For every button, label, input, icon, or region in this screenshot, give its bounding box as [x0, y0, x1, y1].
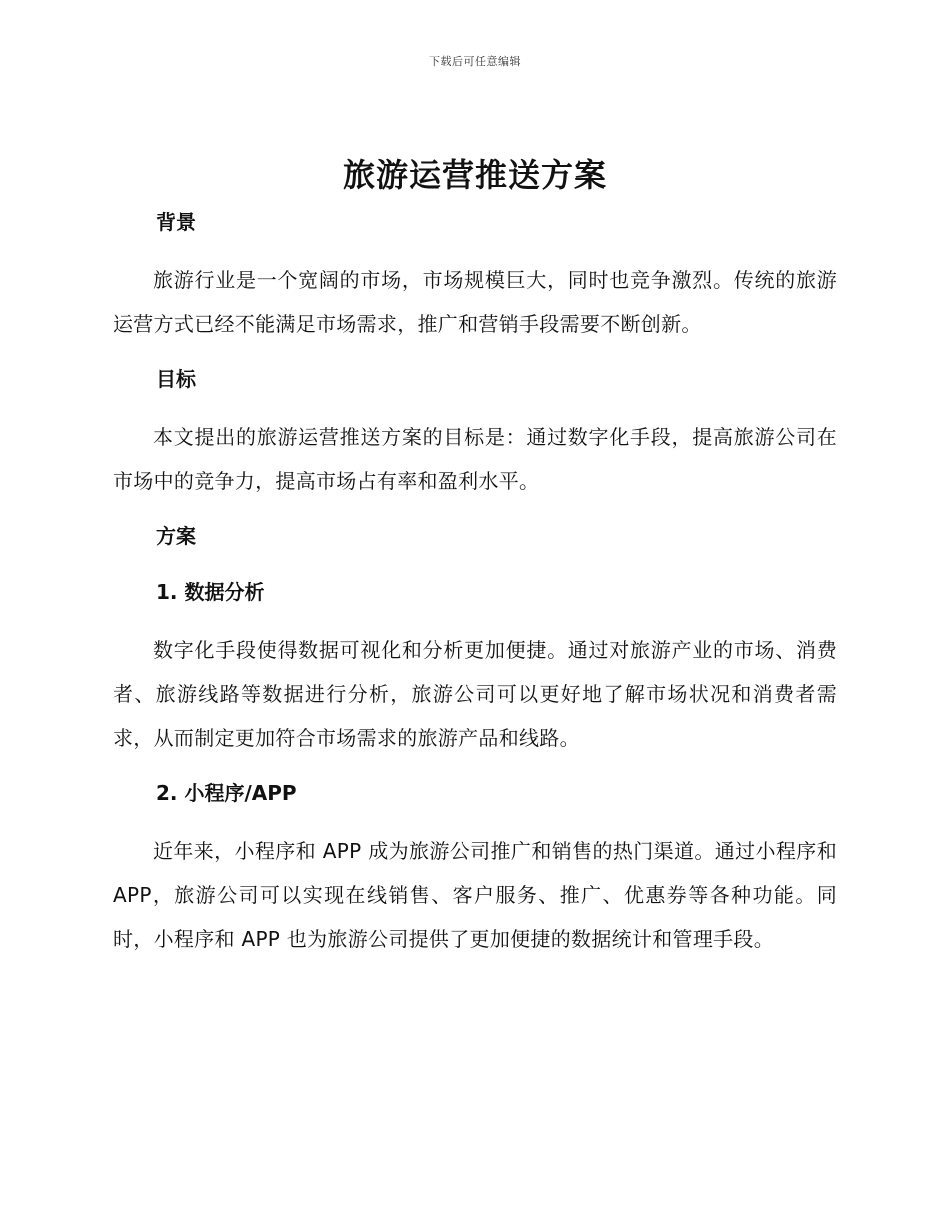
section-heading-data-analysis: 1. 数据分析	[156, 580, 265, 604]
document-title: 旅游运营推送方案	[342, 156, 607, 194]
section-heading-plan: 方案	[156, 524, 196, 548]
paragraph-mini-program-app: 近年来，小程序和 APP 成为旅游公司推广和销售的热门渠道。通过小程序和 APP，旅游公司可以实现在线销售、客户服务、推广、优惠券等各种功能。同时，小程序和 APP 也为旅游公司提供了更加便捷的数据统计和管理手段。	[113, 839, 837, 951]
paragraph-goal: 本文提出的旅游运营推送方案的目标是：通过数字化手段，提高旅游公司在市场中的竞争力，提高市场占有率和盈利水平。	[113, 425, 837, 493]
header-note: 下载后可任意编辑	[429, 55, 521, 68]
paragraph-background: 旅游行业是一个宽阔的市场，市场规模巨大，同时也竞争激烈。传统的旅游运营方式已经不能满足市场需求，推广和营销手段需要不断创新。	[113, 268, 837, 336]
paragraph-data-analysis: 数字化手段使得数据可视化和分析更加便捷。通过对旅游产业的市场、消费者、旅游线路等数据进行分析，旅游公司可以更好地了解市场状况和消费者需求，从而制定更加符合市场需求的旅游产品和线路。	[113, 638, 837, 750]
section-heading-mini-program-app: 2. 小程序/APP	[156, 781, 297, 805]
document-body	[113, 202, 837, 961]
section-heading-background: 背景	[156, 210, 196, 234]
section-heading-goal: 目标	[156, 367, 196, 391]
